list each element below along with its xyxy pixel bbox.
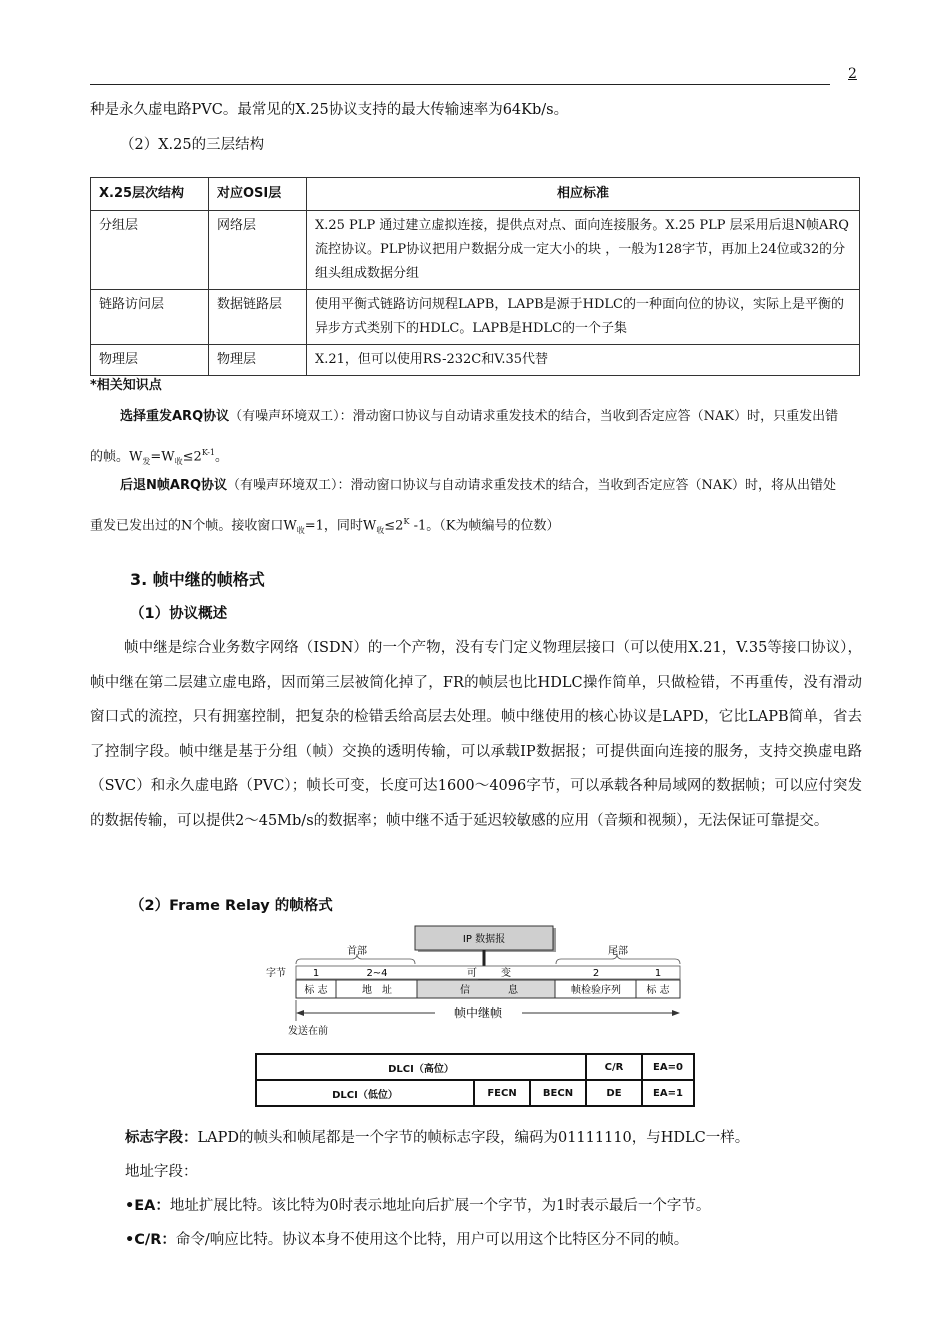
go-back-n-term: 后退N帧ARQ协议 [120,478,228,493]
osi-cell: 数据链路层 [209,290,307,345]
formula-text: 的帧。W [90,449,143,465]
frame-format-diagram [260,924,700,1044]
cr-bit-desc [125,1230,688,1250]
ip-box-label: IP 数据报 [462,934,506,945]
formula-text: ≤2 [182,449,202,465]
formula-sub: 收 [174,456,183,466]
osi-cell: 物理层 [209,345,307,376]
table-header-cell: 相应标准 [307,178,860,211]
cr-cell: C/R [586,1054,642,1080]
byte-value: 可 [467,968,477,979]
table-header-cell: 对应OSI层 [209,178,307,211]
cr-bit-text: 命令/响应比特。协议本身不使用这个比特，用户可以用这个比特区分不同的帧。 [175,1232,689,1248]
info-field-bg [417,980,555,998]
osi-cell: 网络层 [209,211,307,290]
selective-repeat-term: 选择重发ARQ协议 [120,409,230,424]
go-back-n-line1 [120,476,836,496]
byte-value: 变 [501,968,511,979]
formula-sub: 发 [142,456,151,466]
section-title: 3. 帧中继的帧格式 [130,570,265,589]
selective-repeat-line1 [120,407,838,427]
go-back-n-line2 [90,512,559,541]
field-label: 标 志 [646,985,670,996]
ea-bit-label: •EA： [125,1198,170,1214]
byte-value: 2 [592,968,600,979]
formula-text: -1。（K为帧编号的位数） [409,518,560,534]
byte-value: 1 [312,968,320,979]
field-label: 地 址 [362,985,392,996]
frame-span-arrow-left [296,1010,304,1016]
ea1-cell: EA=1 [642,1080,694,1106]
layer-cell: 物理层 [91,345,209,376]
header-rule [90,84,830,85]
formula-sub: 收 [376,525,385,535]
layer-cell: 分组层 [91,211,209,290]
field-label: 帧检验序列 [571,985,621,996]
flag-field-text: LAPD的帧头和帧尾都是一个字节的帧标志字段，编码为01111110，与HDLC一样。 [197,1130,750,1146]
flag-field-desc [125,1128,749,1148]
standard-cell: X.21，但可以使用RS-232C和V.35代替 [307,345,860,376]
formula-text: =1，同时W [304,518,377,534]
formula-sup: K-1 [201,448,215,457]
frame-label: 帧中继帧 [453,1006,503,1020]
go-back-n-desc: （有噪声环境双工）：滑动窗口协议与自动请求重发技术的结合，当收到否定应答（NAK）时，将从出错处 [227,478,836,493]
fecn-cell: FECN [474,1080,530,1106]
formula-sup: K [403,517,410,526]
subsection-title: （2）Frame Relay 的帧格式 [130,898,333,914]
flag-field-term: 标志字段： [125,1130,198,1146]
ea0-cell: EA=0 [642,1054,694,1080]
cr-bit-label: •C/R： [125,1232,176,1248]
byte-value: 2~4 [366,968,388,979]
x25-layer-table [90,177,860,376]
standard-cell: 使用平衡式链路访问规程LAPB，LAPB是源于HDLC的一种面向位的协议，实际上是平衡的异步方式类别下的HDLC。LAPB是HDLC的一个子集 [307,290,860,345]
de-cell: DE [586,1080,642,1106]
address-field-title: 地址字段： [125,1164,198,1180]
knowledge-title: *相关知识点 [90,378,162,393]
table-header-cell: X.25层次结构 [91,178,209,211]
byte-row [296,966,680,979]
subsection-title: （1）协议概述 [130,606,228,622]
x25-section-title: （2）X.25的三层结构 [120,137,265,153]
overview-paragraph: 帧中继是综合业务数字网络（ISDN）的一个产物，没有专门定义物理层接口（可以使用X.21，V.35等接口协议），帧中继在第二层建立虚电路，因而第三层被简化掉了，FR的帧层也比HDLC操作简单，只做检错，不再重传，没有滑动窗口式的流控，只有拥塞控制，把复杂的检错丢给高层去处理。帧中继使用的核心协议是LAPD，它比LAPB简单，省去了控制字段。帧中继是基于分组（帧）交换的透明传输，可以承载IP数据报；可提供面向连接的服务，支持交换虚电路（SVC）和永久虚电路（PVC）；帧长可变，长度可达1600～4096字节，可以承载各种局域网的数据帧；可以应付突发的数据传输，可以提供2～45Mb/s的数据率；帧中继不适于延迟较敏感的应用（音频和视频），无法保证可靠提交。 [90,640,862,829]
table-row [91,211,860,290]
tail-label: 尾部 [608,946,628,957]
send-first-label: 发送在前 [288,1026,328,1037]
ea-bit-text: 地址扩展比特。该比特为0时表示地址向后扩展一个字节，为1时表示最后一个字节。 [169,1198,711,1214]
field-label: 信 [460,985,470,996]
table-row [256,1054,694,1080]
becn-cell: BECN [530,1080,586,1106]
field-label: 息 [508,985,518,996]
dlci-address-table [255,1053,695,1107]
formula-sub: 收 [296,525,305,535]
table-row [91,290,860,345]
formula-text: 。 [215,449,229,465]
intro-line: 种是永久虚电路PVC。最常见的X.25协议支持的最大传输速率为64Kb/s。 [90,102,569,118]
standard-cell: X.25 PLP 通过建立虚拟连接，提供点对点、面向连接服务。X.25 PLP 层采用后退N帧ARQ流控协议。PLP协议把用户数据分成一定大小的块 ，一般为128字节，再加上24位或32的分组头组成数据分组 [307,211,860,290]
formula-text: =W [150,449,175,465]
byte-label: 字节 [266,968,286,979]
frame-span-arrow-right [672,1010,680,1016]
table-header-row [91,178,860,211]
field-label: 标 志 [304,985,328,996]
head-label: 首部 [347,946,367,957]
formula-text: 重发已发出过的N个帧。接收窗口W [90,518,297,534]
byte-value: 1 [654,968,662,979]
page-number: 2 [848,66,857,82]
dlci-low-cell: DLCI（低位） [256,1080,474,1106]
selective-repeat-line2 [90,443,228,472]
ea-bit-desc [125,1196,710,1216]
dlci-high-cell: DLCI（高位） [256,1054,586,1080]
layer-cell: 链路访问层 [91,290,209,345]
formula-text: ≤2 [384,518,404,534]
selective-repeat-desc: （有噪声环境双工）：滑动窗口协议与自动请求重发技术的结合，当收到否定应答（NAK）时，只重发出错 [229,409,839,424]
table-row [91,345,860,376]
table-row [256,1080,694,1106]
